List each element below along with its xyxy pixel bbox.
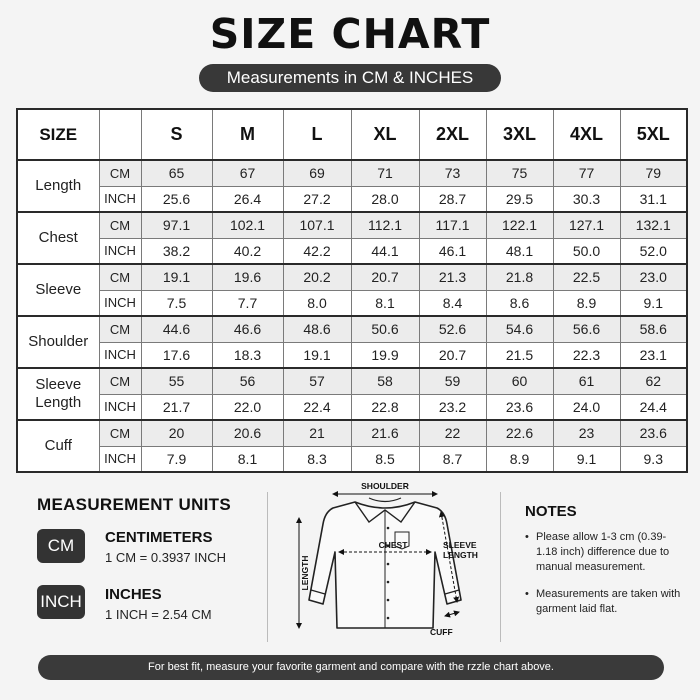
size-header: 5XL — [620, 109, 687, 160]
cm-badge: CM — [37, 529, 85, 563]
table-row — [17, 316, 687, 342]
measurement-cell: 20.7 — [351, 264, 419, 290]
measurement-cell: 28.7 — [419, 186, 486, 212]
measurement-cell: 79 — [620, 160, 687, 186]
measurement-cell: 21.6 — [351, 420, 419, 446]
measurement-cell: 23.2 — [419, 394, 486, 420]
size-header: 4XL — [553, 109, 620, 160]
measurement-cell: 117.1 — [419, 212, 486, 238]
measurement-cell: 97.1 — [141, 212, 212, 238]
table-row — [17, 160, 687, 186]
measurement-cell: 112.1 — [351, 212, 419, 238]
measurement-cell: 23.0 — [620, 264, 687, 290]
table-row — [17, 238, 687, 264]
unit-label: CM — [99, 316, 141, 342]
measurement-cell: 50.6 — [351, 316, 419, 342]
note-item — [525, 530, 685, 575]
measurement-cell: 60 — [486, 368, 553, 394]
measurement-cell: 26.4 — [212, 186, 283, 212]
measurement-cell: 7.5 — [141, 290, 212, 316]
sleeve-length-label: SLEEVE — [443, 540, 477, 550]
measurement-cell: 75 — [486, 160, 553, 186]
table-row — [17, 394, 687, 420]
unit-label: CM — [99, 420, 141, 446]
footer-banner: For best fit, measure your favorite garment and compare with the rzzle chart above. — [38, 655, 664, 680]
measurement-cell: 30.3 — [553, 186, 620, 212]
bullet-icon: • — [525, 588, 529, 600]
measurement-cell: 22.5 — [553, 264, 620, 290]
measurement-cell: 44.6 — [141, 316, 212, 342]
measurement-cell: 24.0 — [553, 394, 620, 420]
measurement-cell: 23.1 — [620, 342, 687, 368]
measurement-cell: 8.5 — [351, 446, 419, 472]
measurement-cell: 46.6 — [212, 316, 283, 342]
unit-label: INCH — [99, 238, 141, 264]
shirt-measurement-diagram-icon — [285, 478, 485, 648]
subtitle-pill: Measurements in CM & INCHES — [199, 64, 501, 92]
measurement-cell: 65 — [141, 160, 212, 186]
table-row — [17, 186, 687, 212]
measurement-cell: 8.7 — [419, 446, 486, 472]
sleeve-length-label: LENGTH — [443, 550, 478, 560]
measurement-cell: 48.6 — [283, 316, 351, 342]
measurement-cell: 22.3 — [553, 342, 620, 368]
measurement-cell: 58.6 — [620, 316, 687, 342]
measurement-cell: 20 — [141, 420, 212, 446]
measurement-cell: 61 — [553, 368, 620, 394]
measurement-cell: 8.0 — [283, 290, 351, 316]
category-label: Cuff — [17, 420, 99, 472]
measurement-cell: 18.3 — [212, 342, 283, 368]
measurement-cell: 27.2 — [283, 186, 351, 212]
size-header: 3XL — [486, 109, 553, 160]
length-label: LENGTH — [300, 555, 310, 591]
notes-title: NOTES — [525, 503, 577, 520]
measurement-cell: 73 — [419, 160, 486, 186]
table-row — [17, 212, 687, 238]
measurement-cell: 48.1 — [486, 238, 553, 264]
unit-label: INCH — [99, 394, 141, 420]
chest-label: CHEST — [378, 540, 408, 550]
table-header-row — [17, 109, 687, 160]
measurement-cell: 58 — [351, 368, 419, 394]
size-corner-label: SIZE — [17, 109, 99, 160]
unit-column-header — [99, 109, 141, 160]
measurement-units-title: MEASUREMENT UNITS — [37, 495, 231, 514]
measurement-cell: 19.9 — [351, 342, 419, 368]
unit-label: CM — [99, 212, 141, 238]
unit-label: INCH — [99, 290, 141, 316]
size-header: S — [141, 109, 212, 160]
measurement-cell: 19.1 — [141, 264, 212, 290]
measurement-cell: 8.3 — [283, 446, 351, 472]
measurement-cell: 31.1 — [620, 186, 687, 212]
note-text: Measurements are taken with garment laid flat. — [536, 588, 681, 615]
measurement-cell: 21.8 — [486, 264, 553, 290]
measurement-cell: 122.1 — [486, 212, 553, 238]
note-item — [525, 587, 685, 617]
measurement-cell: 7.9 — [141, 446, 212, 472]
size-header: M — [212, 109, 283, 160]
table-row — [17, 368, 687, 394]
category-label: Sleeve Length — [17, 368, 99, 420]
size-chart-table — [16, 108, 688, 473]
measurement-cell: 20.7 — [419, 342, 486, 368]
measurement-cell: 20.6 — [212, 420, 283, 446]
measurement-cell: 55 — [141, 368, 212, 394]
measurement-cell: 9.1 — [620, 290, 687, 316]
measurement-cell: 22.4 — [283, 394, 351, 420]
measurement-cell: 67 — [212, 160, 283, 186]
measurement-cell: 8.1 — [351, 290, 419, 316]
unit-label: CM — [99, 368, 141, 394]
measurement-cell: 102.1 — [212, 212, 283, 238]
category-label: Length — [17, 160, 99, 212]
measurement-cell: 71 — [351, 160, 419, 186]
divider — [500, 492, 501, 642]
measurement-cell: 62 — [620, 368, 687, 394]
measurement-cell: 25.6 — [141, 186, 212, 212]
measurement-cell: 8.1 — [212, 446, 283, 472]
measurement-cell: 8.4 — [419, 290, 486, 316]
measurement-cell: 24.4 — [620, 394, 687, 420]
measurement-cell: 59 — [419, 368, 486, 394]
measurement-cell: 42.2 — [283, 238, 351, 264]
measurement-cell: 56 — [212, 368, 283, 394]
bullet-icon: • — [525, 531, 529, 543]
measurement-cell: 21.3 — [419, 264, 486, 290]
measurement-cell: 54.6 — [486, 316, 553, 342]
inch-badge: INCH — [37, 585, 85, 619]
page-title: SIZE CHART — [209, 10, 491, 58]
measurement-cell: 22.8 — [351, 394, 419, 420]
size-header: L — [283, 109, 351, 160]
note-text: Please allow 1-3 cm (0.39-1.18 inch) difference due to manual measurement. — [536, 531, 670, 573]
measurement-cell: 23.6 — [620, 420, 687, 446]
measurement-cell: 40.2 — [212, 238, 283, 264]
measurement-cell: 46.1 — [419, 238, 486, 264]
size-header: 2XL — [419, 109, 486, 160]
measurement-cell: 21.5 — [486, 342, 553, 368]
measurement-cell: 7.7 — [212, 290, 283, 316]
measurement-cell: 28.0 — [351, 186, 419, 212]
category-label: Sleeve — [17, 264, 99, 316]
table-row — [17, 420, 687, 446]
measurement-cell: 132.1 — [620, 212, 687, 238]
divider — [267, 492, 268, 642]
measurement-cell: 56.6 — [553, 316, 620, 342]
measurement-cell: 29.5 — [486, 186, 553, 212]
measurement-cell: 22.0 — [212, 394, 283, 420]
measurement-cell: 19.6 — [212, 264, 283, 290]
measurement-cell: 22 — [419, 420, 486, 446]
measurement-cell: 22.6 — [486, 420, 553, 446]
measurement-cell: 127.1 — [553, 212, 620, 238]
measurement-cell: 38.2 — [141, 238, 212, 264]
table-row — [17, 290, 687, 316]
measurement-cell: 9.3 — [620, 446, 687, 472]
measurement-cell: 77 — [553, 160, 620, 186]
cm-conversion: 1 CM = 0.3937 INCH — [105, 550, 227, 565]
measurement-cell: 9.1 — [553, 446, 620, 472]
cuff-label: CUFF — [430, 627, 453, 637]
measurement-cell: 52.6 — [419, 316, 486, 342]
table-row — [17, 342, 687, 368]
measurement-cell: 23.6 — [486, 394, 553, 420]
unit-label: CM — [99, 264, 141, 290]
table-row — [17, 446, 687, 472]
inch-unit-name: INCHES — [105, 586, 162, 603]
measurement-cell: 8.9 — [553, 290, 620, 316]
measurement-cell: 44.1 — [351, 238, 419, 264]
measurement-cell: 107.1 — [283, 212, 351, 238]
measurement-cell: 50.0 — [553, 238, 620, 264]
unit-label: CM — [99, 160, 141, 186]
unit-label: INCH — [99, 446, 141, 472]
unit-label: INCH — [99, 186, 141, 212]
measurement-cell: 57 — [283, 368, 351, 394]
measurement-cell: 8.6 — [486, 290, 553, 316]
category-label: Shoulder — [17, 316, 99, 368]
size-header: XL — [351, 109, 419, 160]
inch-conversion: 1 INCH = 2.54 CM — [105, 607, 212, 622]
category-label: Chest — [17, 212, 99, 264]
measurement-cell: 19.1 — [283, 342, 351, 368]
measurement-cell: 17.6 — [141, 342, 212, 368]
shoulder-label: SHOULDER — [361, 481, 409, 491]
measurement-cell: 52.0 — [620, 238, 687, 264]
measurement-cell: 8.9 — [486, 446, 553, 472]
measurement-cell: 69 — [283, 160, 351, 186]
cm-unit-name: CENTIMETERS — [105, 529, 213, 546]
measurement-cell: 20.2 — [283, 264, 351, 290]
measurement-cell: 21 — [283, 420, 351, 446]
unit-label: INCH — [99, 342, 141, 368]
measurement-cell: 21.7 — [141, 394, 212, 420]
measurement-cell: 23 — [553, 420, 620, 446]
table-row — [17, 264, 687, 290]
